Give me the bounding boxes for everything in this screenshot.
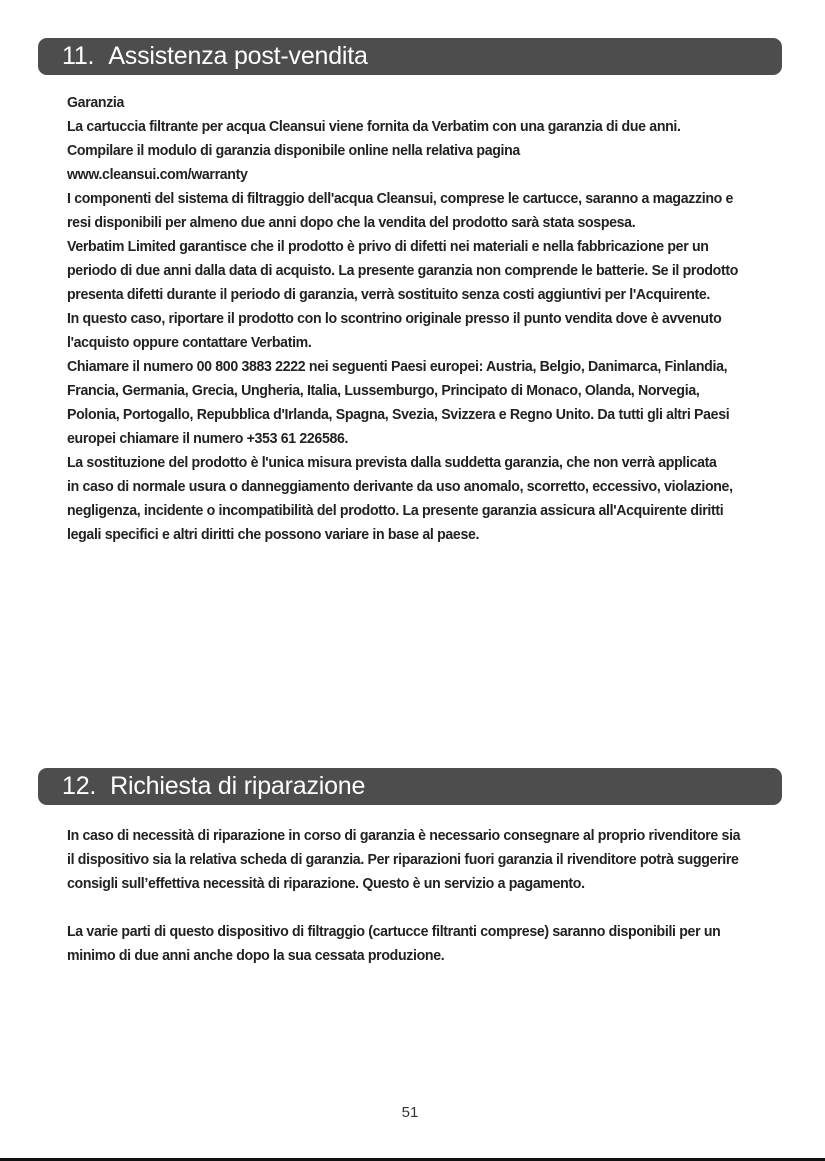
text-line: La cartuccia filtrante per acqua Cleansui viene fornita da Verbatim con una garanzia di due anni. — [67, 118, 681, 135]
text-line: Polonia, Portogallo, Repubblica d'Irlanda, Spagna, Svezia, Svizzera e Regno Unito. Da tutti gli altri Paesi — [67, 406, 730, 423]
text-line: In caso di necessità di riparazione in corso di garanzia è necessario consegnare al proprio rivenditore sia — [67, 827, 741, 844]
text-line: negligenza, incidente o incompatibilità del prodotto. La presente garanzia assicura all'Acquirente diritti — [67, 502, 724, 519]
section-12-body — [67, 824, 788, 968]
section-11-header — [38, 38, 782, 75]
text-line: legali specifici e altri diritti che possono variare in base al paese. — [67, 526, 480, 543]
text-line: La varie parti di questo dispositivo di filtraggio (cartucce filtranti comprese) saranno disponibili per un — [67, 923, 721, 940]
section-12-title: Richiesta di riparazione — [110, 772, 366, 800]
text-line: l'acquisto oppure contattare Verbatim. — [67, 334, 312, 351]
section-11-number: 11. — [62, 42, 95, 70]
page-number: 51 — [401, 1104, 419, 1121]
warranty-url: www.cleansui.com/warranty — [67, 166, 248, 183]
paragraph-gap — [67, 896, 788, 920]
section-12-header — [38, 768, 782, 805]
text-line: periodo di due anni dalla data di acquisto. La presente garanzia non comprende le batterie. Se il prodotto — [67, 262, 739, 279]
text-line: Verbatim Limited garantisce che il prodotto è privo di difetti nei materiali e nella fabbricazione per un — [67, 238, 709, 255]
text-line: Francia, Germania, Grecia, Ungheria, Italia, Lussemburgo, Principato di Monaco, Olanda, Norvegia, — [67, 382, 700, 399]
section-11-body — [67, 91, 783, 547]
text-line: I componenti del sistema di filtraggio dell'acqua Cleansui, comprese le cartucce, saranno a magazzino e — [67, 190, 734, 207]
text-line: minimo di due anni anche dopo la sua cessata produzione. — [67, 947, 445, 964]
text-line: il dispositivo sia la relativa scheda di garanzia. Per riparazioni fuori garanzia il rivenditore potrà suggerire — [67, 851, 739, 868]
text-line: La sostituzione del prodotto è l'unica misura prevista dalla suddetta garanzia, che non verrà applicata — [67, 454, 717, 471]
text-line: in caso di normale usura o danneggiamento derivante da uso anomalo, scorretto, eccessivo, violazione, — [67, 478, 733, 495]
text-line: resi disponibili per almeno due anni dopo che la vendita del prodotto sarà stata sospesa. — [67, 214, 636, 231]
text-line: presenta difetti durante il periodo di garanzia, verrà sostituito senza costi aggiuntivi per l'Acquirente. — [67, 286, 711, 303]
text-line: In questo caso, riportare il prodotto con lo scontrino originale presso il punto vendita dove è avvenuto — [67, 310, 722, 327]
text-line: Compilare il modulo di garanzia disponibile online nella relativa pagina — [67, 142, 520, 159]
section-11-title: Assistenza post-vendita — [108, 42, 368, 70]
section-12-number: 12. — [62, 772, 97, 800]
text-line: Chiamare il numero 00 800 3883 2222 nei seguenti Paesi europei: Austria, Belgio, Danimarca, Finlandia, — [67, 358, 728, 375]
warranty-heading: Garanzia — [67, 94, 125, 111]
text-line: europei chiamare il numero +353 61 226586. — [67, 430, 349, 447]
text-line: consigli sull’effettiva necessità di riparazione. Questo è un servizio a pagamento. — [67, 875, 585, 892]
